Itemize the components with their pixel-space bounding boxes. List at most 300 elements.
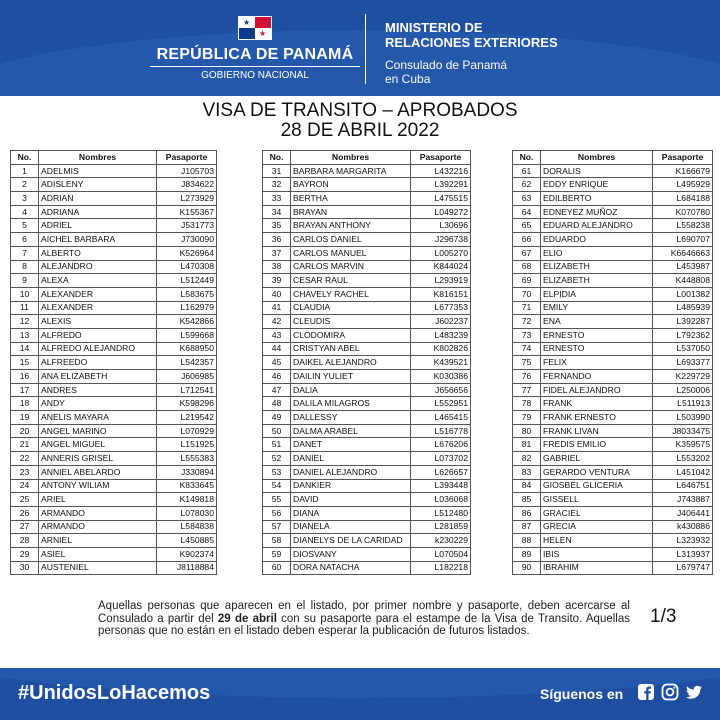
person-name: ANELIS MAYARA [39,411,157,425]
person-name: CARLOS MARVIN [291,260,411,274]
column-header-pasaporte: Pasaporte [157,151,217,165]
table-row [513,534,713,548]
table-row [11,452,217,466]
table-row [11,411,217,425]
row-number: 12 [11,315,39,329]
table-row [263,328,471,342]
table-row [513,520,713,534]
passport-number: L219542 [157,411,217,425]
person-name: ANDY [39,397,157,411]
row-number: 59 [263,547,291,561]
table-row [263,356,471,370]
person-name: ALEXA [39,274,157,288]
person-name: GRACIEL [541,506,653,520]
row-number: 78 [513,397,541,411]
person-name: EDUARDO [541,233,653,247]
row-number: 73 [513,328,541,342]
person-name: DAILIN YULIET [291,370,411,384]
table-row [11,219,217,233]
row-number: 26 [11,506,39,520]
row-number: 51 [263,438,291,452]
table-row [513,356,713,370]
republic-name: REPÚBLICA DE PANAMÁ [156,46,354,63]
passport-number: L005270 [411,246,471,260]
passport-number: K542866 [157,315,217,329]
table-row [11,561,217,575]
table-row [513,506,713,520]
person-name: ALBERTO [39,246,157,260]
table-row [263,246,471,260]
table-row [513,493,713,507]
column-header-pasaporte: Pasaporte [411,151,471,165]
instructions-note [98,600,630,638]
table-row [513,246,713,260]
table-row [11,356,217,370]
person-name: DAVID [291,493,411,507]
person-name: DORALIS [541,164,653,178]
table-row [263,383,471,397]
table-row [11,438,217,452]
instagram-icon[interactable] [660,682,680,702]
table-row [11,370,217,384]
row-number: 86 [513,506,541,520]
person-name: CARLOS DANIEL [291,233,411,247]
note-text: con su pasaporte para el estampe de la Visa de Transito. Aquellas personas que no están en el listado deben esperar la publicación de futuros listados. [98,612,630,637]
passport-number: L432216 [411,164,471,178]
row-number: 53 [263,465,291,479]
person-name: BERTHA [291,192,411,206]
consulate-name-line1: Consulado de Panamá [385,58,508,72]
passport-number: L250006 [653,383,713,397]
row-number: 75 [513,356,541,370]
row-number: 43 [263,328,291,342]
row-number: 74 [513,342,541,356]
row-number: 63 [513,192,541,206]
row-number: 67 [513,246,541,260]
table-row [11,383,217,397]
passport-number: L049272 [411,205,471,219]
person-name: EDILBERTO [541,192,653,206]
person-name: DIANELYS DE LA CARIDAD [291,534,411,548]
table-row [11,178,217,192]
row-number: 79 [513,411,541,425]
passport-number: L676206 [411,438,471,452]
row-number: 81 [513,438,541,452]
passport-number: L553202 [653,452,713,466]
person-name: ALFREDO [39,328,157,342]
table-row [11,506,217,520]
row-number: 88 [513,534,541,548]
table-row [513,219,713,233]
row-number: 28 [11,534,39,548]
table-row [263,287,471,301]
passport-number: L712541 [157,383,217,397]
passport-number: L392291 [411,178,471,192]
row-number: 89 [513,547,541,561]
passport-number: L273929 [157,192,217,206]
table-row [513,561,713,575]
table-row [263,164,471,178]
person-name: AUSTENIEL [39,561,157,575]
row-number: 82 [513,452,541,466]
table-row [513,233,713,247]
table-row [513,411,713,425]
table-row [513,192,713,206]
passport-number: L475515 [411,192,471,206]
person-name: ALEXANDER [39,301,157,315]
passport-number: K439521 [411,356,471,370]
table-row [11,205,217,219]
person-name: DIANELA [291,520,411,534]
table-row [513,342,713,356]
row-number: 83 [513,465,541,479]
row-number: 10 [11,287,39,301]
table-row [263,397,471,411]
passport-number: L537050 [653,342,713,356]
table-row [263,233,471,247]
passport-number: L503990 [653,411,713,425]
row-number: 21 [11,438,39,452]
table-row [263,520,471,534]
person-name: CLAUDIA [291,301,411,315]
table-row [513,260,713,274]
government-name: GOBIERNO NACIONAL [201,70,309,81]
row-number: 14 [11,342,39,356]
visa-list-table [512,150,713,575]
passport-number: L073702 [411,452,471,466]
passport-number: L792362 [653,328,713,342]
table-row [263,274,471,288]
note-text: Aquellas personas que aparecen en el listado, por primer nombre y pasaporte, deben acercarse al Consulado a partir del [98,600,630,625]
person-name: GABRIEL [541,452,653,466]
row-number: 77 [513,383,541,397]
column-header-no: No. [263,151,291,165]
passport-number: L393448 [411,479,471,493]
row-number: 49 [263,411,291,425]
person-name: EDDY ENRIQUE [541,178,653,192]
passport-number: L465415 [411,411,471,425]
row-number: 22 [11,452,39,466]
person-name: BARBARA MARGARITA [291,164,411,178]
row-number: 7 [11,246,39,260]
table-row [513,479,713,493]
table-row [11,547,217,561]
passport-number: L558238 [653,219,713,233]
header-banner [0,0,720,96]
table-row [11,520,217,534]
table-row [263,547,471,561]
row-number: 19 [11,411,39,425]
passport-number: L555383 [157,452,217,466]
passport-number: L690707 [653,233,713,247]
passport-number: L693377 [653,356,713,370]
row-number: 52 [263,452,291,466]
row-number: 3 [11,192,39,206]
passport-number: L495929 [653,178,713,192]
table-row [263,534,471,548]
passport-number: J656656 [411,383,471,397]
passport-number: K6646663 [653,246,713,260]
person-name: ELIZABETH [541,260,653,274]
person-name: ERNESTO [541,328,653,342]
table-row [513,178,713,192]
table-row [263,205,471,219]
table-row [263,493,471,507]
person-name: EDNEYEZ MUÑOZ [541,205,653,219]
table-row [513,452,713,466]
table-row [11,534,217,548]
passport-number: L281859 [411,520,471,534]
row-number: 2 [11,178,39,192]
person-name: ALFREEDO [39,356,157,370]
passport-number: J730090 [157,233,217,247]
table-row [11,342,217,356]
row-number: 76 [513,370,541,384]
row-number: 90 [513,561,541,575]
passport-number: J406441 [653,506,713,520]
passport-number: L511913 [653,397,713,411]
row-number: 39 [263,274,291,288]
person-name: ERNESTO [541,342,653,356]
person-name: ASIEL [39,547,157,561]
person-name: DANIEL ALEJANDRO [291,465,411,479]
table-row [513,287,713,301]
person-name: ARIEL [39,493,157,507]
table-row [513,205,713,219]
table-row [513,328,713,342]
person-name: CRISTYAN ABEL [291,342,411,356]
person-name: EMILY [541,301,653,315]
person-name: ELIZABETH [541,274,653,288]
person-name: GISSELL [541,493,653,507]
person-name: FERNANDO [541,370,653,384]
column-header-nombres: Nombres [541,151,653,165]
passport-number: L070929 [157,424,217,438]
row-number: 71 [513,301,541,315]
person-name: ANNERIS GRISEL [39,452,157,466]
row-number: 38 [263,260,291,274]
row-number: 25 [11,493,39,507]
person-name: FELIX [541,356,653,370]
row-number: 60 [263,561,291,575]
passport-number: J296738 [411,233,471,247]
table-row [263,479,471,493]
note-date: 29 de abril [217,612,277,625]
person-name: ARNIEL [39,534,157,548]
table-row [513,438,713,452]
row-number: 16 [11,370,39,384]
person-name: FRANK ERNESTO [541,411,653,425]
passport-number: L552951 [411,397,471,411]
person-name: DAIKEL ALEJANDRO [291,356,411,370]
column-header-nombres: Nombres [291,151,411,165]
passport-number: K902374 [157,547,217,561]
passport-number: L451042 [653,465,713,479]
table-row [11,192,217,206]
row-number: 18 [11,397,39,411]
row-number: 64 [513,205,541,219]
row-number: 20 [11,424,39,438]
table-row [263,438,471,452]
row-number: 29 [11,547,39,561]
row-number: 54 [263,479,291,493]
table-row [263,178,471,192]
person-name: BRAYAN ANTHONY [291,219,411,233]
row-number: 84 [513,479,541,493]
passport-number: J834622 [157,178,217,192]
passport-number: K070780 [653,205,713,219]
passport-number: L001382 [653,287,713,301]
person-name: ADRIEL [39,219,157,233]
person-name: ARMANDO [39,520,157,534]
divider [365,14,366,84]
person-name: ANTONY WILIAM [39,479,157,493]
ministry-name-line1: MINISTERIO DE [385,20,483,35]
row-number: 6 [11,233,39,247]
page-indicator: 1/3 [650,606,677,627]
table-row [11,287,217,301]
person-name: FRANK LIVAN [541,424,653,438]
row-number: 69 [513,274,541,288]
passport-number: K030386 [411,370,471,384]
facebook-icon[interactable] [636,682,656,702]
row-number: 9 [11,274,39,288]
passport-number: J602237 [411,315,471,329]
row-number: 30 [11,561,39,575]
ministry-name-line2: RELACIONES EXTERIORES [385,35,558,50]
visa-list-table [262,150,471,575]
row-number: 15 [11,356,39,370]
row-number: 87 [513,520,541,534]
column-header-pasaporte: Pasaporte [653,151,713,165]
table-row [263,219,471,233]
table-row [263,561,471,575]
table-row [11,493,217,507]
passport-number: L677353 [411,301,471,315]
passport-number: k230229 [411,534,471,548]
row-number: 1 [11,164,39,178]
passport-number: K833645 [157,479,217,493]
row-number: 48 [263,397,291,411]
hashtag: #UnidosLoHacemos [18,682,211,704]
passport-number: L30696 [411,219,471,233]
table-row [263,452,471,466]
passport-number: K526964 [157,246,217,260]
person-name: GRECIA [541,520,653,534]
row-number: 46 [263,370,291,384]
row-number: 70 [513,287,541,301]
row-number: 62 [513,178,541,192]
row-number: 40 [263,287,291,301]
table-row [513,301,713,315]
table-row [263,342,471,356]
divider [150,66,360,67]
table-row [11,301,217,315]
row-number: 47 [263,383,291,397]
document-date: 28 DE ABRIL 2022 [280,120,440,141]
row-number: 61 [513,164,541,178]
table-row [263,301,471,315]
passport-number: K166679 [653,164,713,178]
passport-number: L392287 [653,315,713,329]
document-title: VISA DE TRANSITO – APROBADOS [202,100,518,121]
passport-number: L483239 [411,328,471,342]
person-name: CARLOS MANUEL [291,246,411,260]
row-number: 55 [263,493,291,507]
table-row [513,370,713,384]
twitter-icon[interactable] [684,682,704,702]
passport-number: L684188 [653,192,713,206]
person-name: ALEXANDER [39,287,157,301]
person-name: ELIO [541,246,653,260]
person-name: DANKIER [291,479,411,493]
row-number: 80 [513,424,541,438]
passport-number: L512480 [411,506,471,520]
passport-number: J531773 [157,219,217,233]
table-row [11,164,217,178]
person-name: ANNIEL ABELARDO [39,465,157,479]
person-name: EDUARD ALEJANDRO [541,219,653,233]
person-name: ELPIDIA [541,287,653,301]
footer-banner [0,668,720,720]
person-name: DANIEL [291,452,411,466]
person-name: IBRAHIM [541,561,653,575]
passport-number: K688950 [157,342,217,356]
passport-number: L078030 [157,506,217,520]
row-number: 11 [11,301,39,315]
row-number: 27 [11,520,39,534]
row-number: 32 [263,178,291,192]
person-name: CLEUDIS [291,315,411,329]
table-row [513,465,713,479]
row-number: 24 [11,479,39,493]
row-number: 8 [11,260,39,274]
consulate-name-line2: en Cuba [385,72,431,86]
panama-flag-icon: ★ ★ [238,16,272,40]
passport-number: L470308 [157,260,217,274]
table-row [263,260,471,274]
person-name: GERARDO VENTURA [541,465,653,479]
person-name: GIOSBEL GLICERIA [541,479,653,493]
table-row [11,233,217,247]
person-name: AICHEL BARBARA [39,233,157,247]
table-row [263,192,471,206]
table-row [513,424,713,438]
table-row [513,383,713,397]
person-name: DALIA [291,383,411,397]
passport-number: L542357 [157,356,217,370]
table-row [263,506,471,520]
table-row [513,315,713,329]
row-number: 17 [11,383,39,397]
passport-number: K359575 [653,438,713,452]
table-row [11,315,217,329]
person-name: ANDRES [39,383,157,397]
person-name: FRANK [541,397,653,411]
person-name: DANET [291,438,411,452]
passport-number: K844024 [411,260,471,274]
passport-number: J8033475 [653,424,713,438]
table-row [11,274,217,288]
row-number: 42 [263,315,291,329]
person-name: ALFREDO ALEJANDRO [39,342,157,356]
person-name: ANGEL MARINO [39,424,157,438]
table-row [11,424,217,438]
person-name: IBIS [541,547,653,561]
passport-number: L313937 [653,547,713,561]
passport-number: L599668 [157,328,217,342]
row-number: 45 [263,356,291,370]
